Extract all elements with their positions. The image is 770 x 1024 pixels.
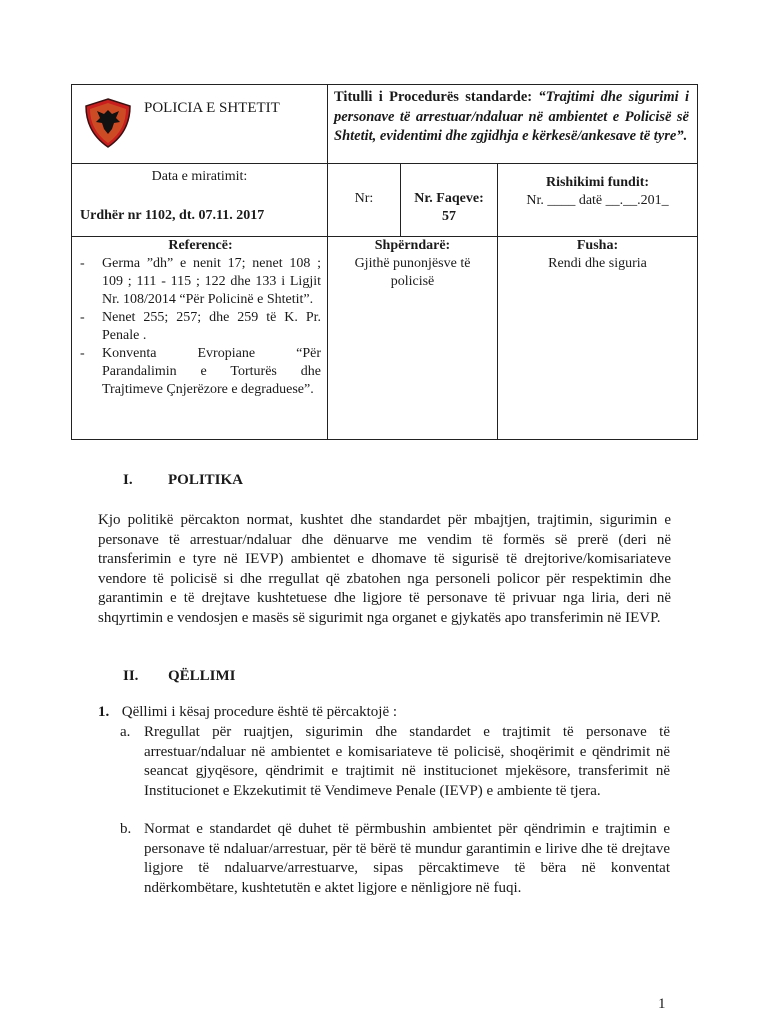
page-number: 1 bbox=[658, 996, 666, 1012]
org-cell bbox=[72, 85, 328, 164]
section-1-title: POLITIKA bbox=[168, 472, 244, 488]
police-shield-eagle-icon bbox=[84, 98, 132, 148]
org-name: POLICIA E SHTETIT bbox=[144, 100, 280, 116]
subitem-text: Normat e standardet që duhet të përmbushin ambientet për qëndrimin e trajtimin e personave të ndaluar/arrestuar, për të bërë të mundur garantimin e lirive dhe të drejtave ligjore të ndaluarve/arrestuarve, sipas përcaktimeve të bëra në konventat ndërkombëtare, kushtetutën e aktet ligjore e nënligjore në fuqi. bbox=[144, 821, 670, 896]
reference-item: - Konventa Evropiane “Për Parandalimin e Torturës dhe Trajtimeve Çnjerëzore e degraduese”. bbox=[80, 346, 321, 397]
nr-label: Nr: bbox=[354, 191, 374, 206]
references-list bbox=[80, 255, 321, 399]
goal-item bbox=[98, 704, 397, 721]
field-label: Fusha: bbox=[576, 238, 619, 253]
pages-label: Nr. Faqeve: bbox=[414, 191, 484, 206]
distribution-value: Gjithë punonjësve të policisë bbox=[354, 256, 471, 289]
field-cell bbox=[498, 237, 698, 440]
goal-subitem-a bbox=[120, 723, 670, 801]
subitem-letter: a. bbox=[120, 724, 131, 740]
subitem-letter: b. bbox=[120, 821, 132, 837]
goal-item-text: Qëllimi i kësaj procedure është të përcaktojë : bbox=[121, 704, 398, 720]
pages-value: 57 bbox=[442, 209, 456, 224]
title-text: “Trajtimi dhe sigurimi i personave të arrestuar/ndaluar në ambientet e Policisë së Shtetit, evidentimi dhe zgjidhja e kërkesë/ankesave të tyre”. bbox=[334, 89, 689, 144]
section-2-title: QËLLIMI bbox=[168, 668, 236, 684]
order-reference: Urdhër nr 1102, dt. 07.11. 2017 bbox=[80, 208, 265, 223]
goal-subitem-b bbox=[120, 820, 670, 898]
field-value: Rendi dhe siguria bbox=[548, 256, 647, 271]
nr-cell bbox=[328, 164, 401, 237]
revision-cell bbox=[498, 164, 698, 237]
reference-item: - Nenet 255; 257; dhe 259 të K. Pr. Penale . bbox=[80, 310, 321, 343]
references-label: Referencë: bbox=[168, 238, 233, 253]
reference-item: - Germa ”dh” e nenit 17; nenet 108 ; 109 ; 111 - 115 ; 122 dhe 133 i Ligjit Nr. 108/2014 “Për Policinë e Shtetit”. bbox=[80, 256, 321, 307]
goal-item-number: 1. bbox=[98, 704, 110, 720]
references-cell bbox=[72, 237, 328, 440]
revision-value: Nr. ____ datë __.__.201_ bbox=[526, 193, 669, 208]
title-prefix: Titulli i Procedurës standarde: bbox=[334, 89, 533, 105]
section-1-number: I. bbox=[123, 472, 133, 488]
revision-label: Rishikimi fundit: bbox=[545, 175, 650, 190]
section-2-number: II. bbox=[123, 668, 139, 684]
section-1-text: Kjo politikë përcakton normat, kushtet dhe standardet për mbajtjen, trajtimin, sigurimin e personave të arrestuar/ndaluar dhe dënuarve me vendim të formës së prerë (deri në transferimin e tyre në IEVP) ambientet e dhomave të sigurisë të drejtorive/komisariateve vendore të policisë si dhe rregullat që zbatohen nga personeli policor për respektimin dhe garantimin e të drejtave kushtetuese dhe ligjore të personave të privuar nga liria, deri në shqyrtimin e vendosjen e masës së sigurimit nga organet e gjykatës apo transferimin në IEVP. bbox=[98, 512, 671, 626]
distribution-label: Shpërndarë: bbox=[374, 238, 451, 253]
procedure-title-cell bbox=[328, 85, 698, 164]
header-table bbox=[71, 84, 698, 440]
subitem-text: Rregullat për ruajtjen, sigurimin dhe standardet e trajtimit të personave të arrestuar/ndaluar në ambientet e komisariateve të policisë, shoqërimit e qëndrimit në seancat gjyqësore, qëndrimit e trajtimit në institucionet mjekësore, transferimit në Institucionet e Ekzekutimit të Vendimeve Penale (IEVP) e ambiente të tjera. bbox=[144, 724, 670, 799]
date-label: Data e miratimit: bbox=[151, 169, 248, 184]
approval-date-cell bbox=[72, 164, 328, 237]
pages-cell bbox=[401, 164, 498, 237]
distribution-cell bbox=[328, 237, 498, 440]
